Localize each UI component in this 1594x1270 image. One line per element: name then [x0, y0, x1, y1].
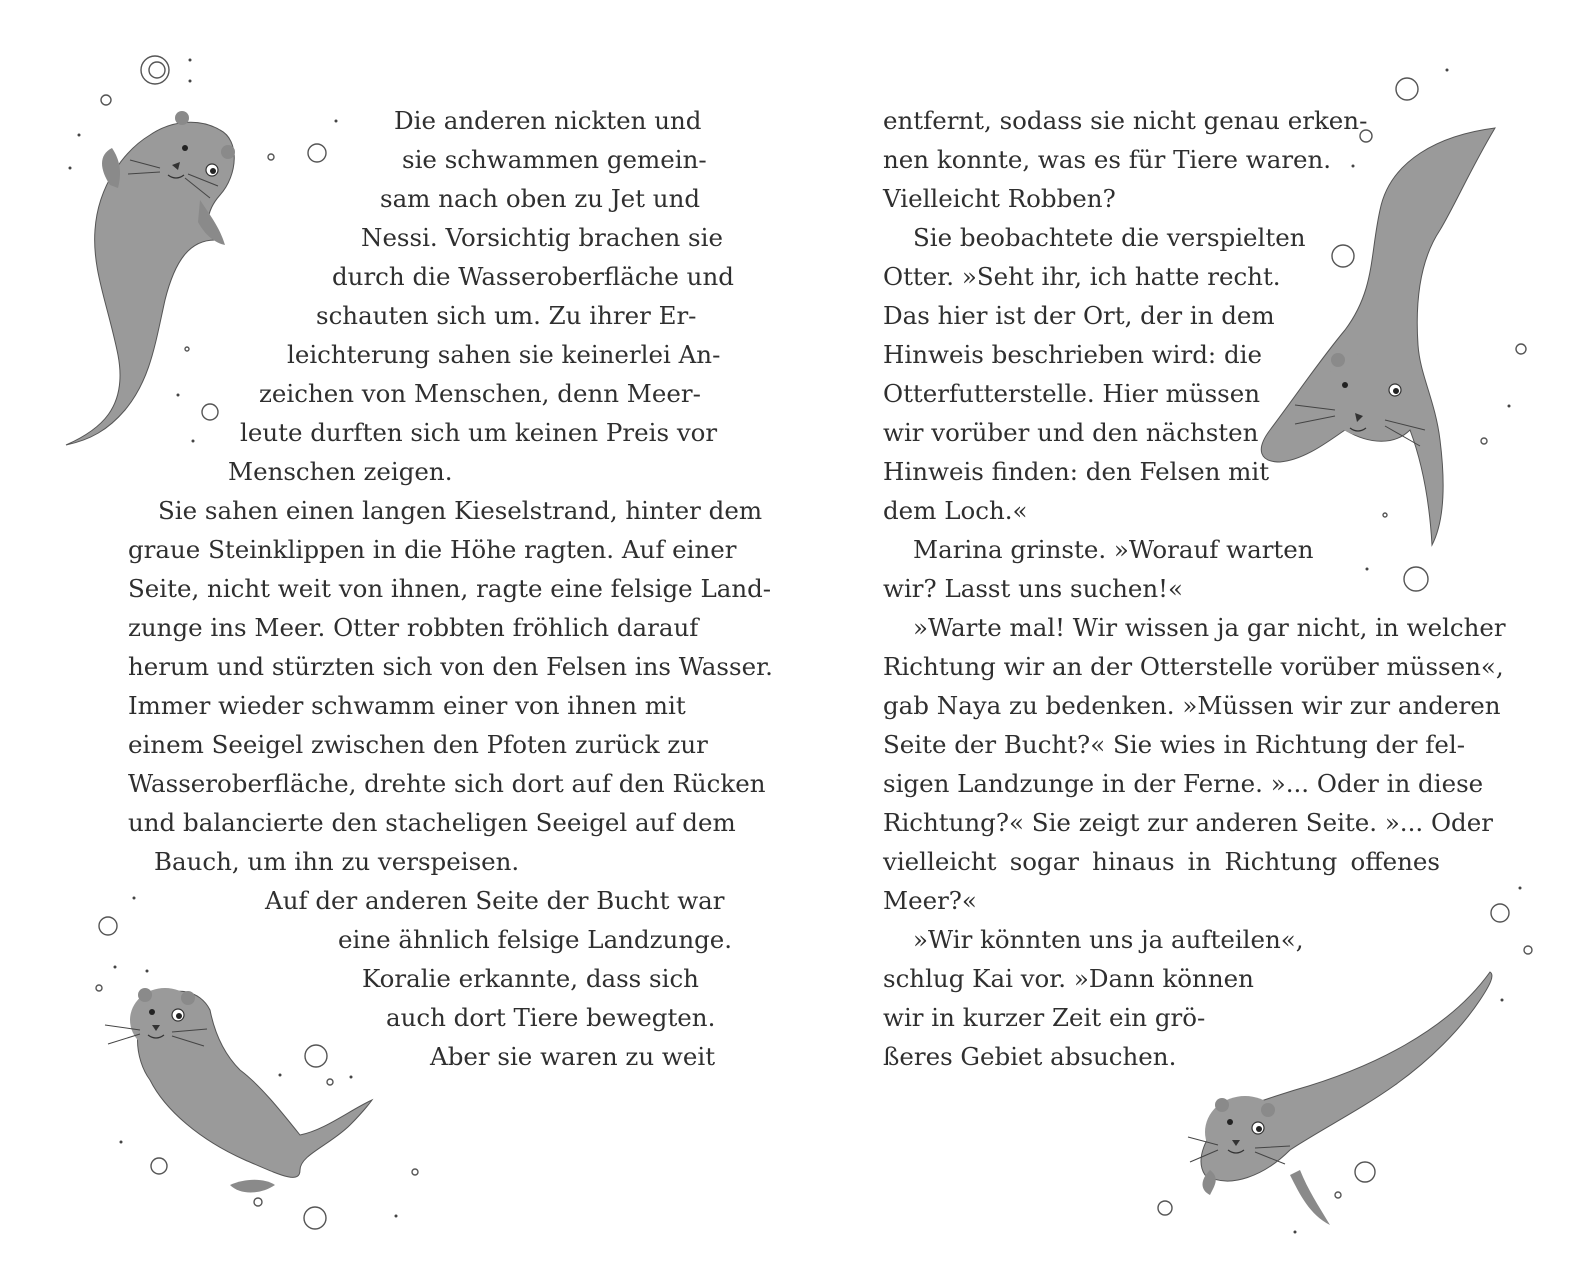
right-text-line: »Wir könnten uns ja aufteilen«,	[913, 925, 1304, 954]
right-text-line: sigen Landzunge in der Ferne. »... Oder in diese	[883, 769, 1484, 798]
left-text-line: einem Seeigel zwischen den Pfoten zurück zur	[128, 730, 708, 759]
left-text-line: Seite, nicht weit von ihnen, ragte eine felsige Land-	[128, 574, 772, 603]
left-text-line: Aber sie waren zu weit	[430, 1042, 716, 1071]
right-text-line: Seite der Bucht?« Sie wies in Richtung der fel-	[883, 730, 1465, 759]
left-text-line: Menschen zeigen.	[228, 457, 453, 486]
left-text-line: Sie sahen einen langen Kieselstrand, hinter dem	[158, 496, 763, 525]
left-text-line: sie schwammen gemein-	[402, 145, 707, 174]
left-text-line: eine ähnlich felsige Landzunge.	[338, 925, 733, 954]
right-text-line: »Warte mal! Wir wissen ja gar nicht, in welcher	[913, 613, 1506, 642]
right-text-line: gab Naya zu bedenken. »Müssen wir zur anderen	[883, 691, 1501, 720]
right-text-line: wir? Lasst uns suchen!«	[883, 574, 1183, 603]
right-text-line: Meer?«	[883, 886, 977, 915]
left-text-line: Nessi. Vorsichtig brachen sie	[361, 223, 723, 252]
left-text-line: Immer wieder schwamm einer von ihnen mit	[128, 691, 686, 720]
left-text-line: leichterung sahen sie keinerlei An-	[287, 340, 721, 369]
left-text-line: Die anderen nickten und	[394, 106, 702, 135]
left-text-line: Koralie erkannte, dass sich	[362, 964, 699, 993]
left-text-line: Auf der anderen Seite der Bucht war	[265, 886, 725, 915]
right-text-line: dem Loch.«	[883, 496, 1028, 525]
right-text-line: Hinweis finden: den Felsen mit	[883, 457, 1270, 486]
left-text-line: zunge ins Meer. Otter robbten fröhlich darauf	[128, 613, 699, 642]
right-text-line: wir vorüber und den nächsten	[883, 418, 1259, 447]
otter-illustration-bottom-right	[1188, 972, 1492, 1225]
right-text-line: ßeres Gebiet absuchen.	[883, 1042, 1177, 1071]
right-text-line: wir in kurzer Zeit ein grö-	[883, 1003, 1206, 1032]
left-text-line: sam nach oben zu Jet und	[380, 184, 701, 213]
right-text-line: Marina grinste. »Worauf warten	[913, 535, 1314, 564]
right-text-line: Das hier ist der Ort, der in dem	[883, 301, 1275, 330]
left-text-line: schauten sich um. Zu ihrer Er-	[316, 301, 697, 330]
otter-illustration-top-left	[66, 111, 235, 445]
right-text-line: Richtung?« Sie zeigt zur anderen Seite. »... Oder	[883, 808, 1493, 837]
left-text-line: Wasseroberfläche, drehte sich dort auf den Rücken	[128, 769, 766, 798]
left-text-line: und balancierte den stacheligen Seeigel auf dem	[128, 808, 736, 837]
left-text-line: zeichen von Menschen, denn Meer-	[259, 379, 701, 408]
left-text-line: durch die Wasseroberfläche und	[332, 262, 734, 291]
right-text-line: Vielleicht Robben?	[883, 184, 1116, 213]
left-text-line: leute durften sich um keinen Preis vor	[240, 418, 718, 447]
right-text-line: nen konnte, was es für Tiere waren.	[883, 145, 1332, 174]
left-text-line: Bauch, um ihn zu verspeisen.	[154, 847, 520, 876]
right-text-line: Sie beobachtete die verspielten	[913, 223, 1306, 252]
right-text-line: Otter. »Seht ihr, ich hatte recht.	[883, 262, 1281, 291]
right-text-line: entfernt, sodass sie nicht genau erken-	[883, 106, 1368, 135]
left-text-line: graue Steinklippen in die Höhe ragten. Auf einer	[128, 535, 737, 564]
left-text-line: auch dort Tiere bewegten.	[386, 1003, 716, 1032]
right-text-line: Otterfutterstelle. Hier müssen	[883, 379, 1261, 408]
left-text-line: herum und stürzten sich von den Felsen ins Wasser.	[128, 652, 773, 681]
right-text-line: Richtung wir an der Otterstelle vorüber müssen«,	[883, 652, 1504, 681]
otter-illustration-bottom-left	[105, 988, 372, 1193]
right-text-line: Hinweis beschrieben wird: die	[883, 340, 1262, 369]
otter-illustration-top-right	[1261, 128, 1495, 545]
right-text-line: schlug Kai vor. »Dann können	[883, 964, 1254, 993]
right-text-line: vielleicht sogar hinaus in Richtung offenes	[883, 847, 1440, 876]
